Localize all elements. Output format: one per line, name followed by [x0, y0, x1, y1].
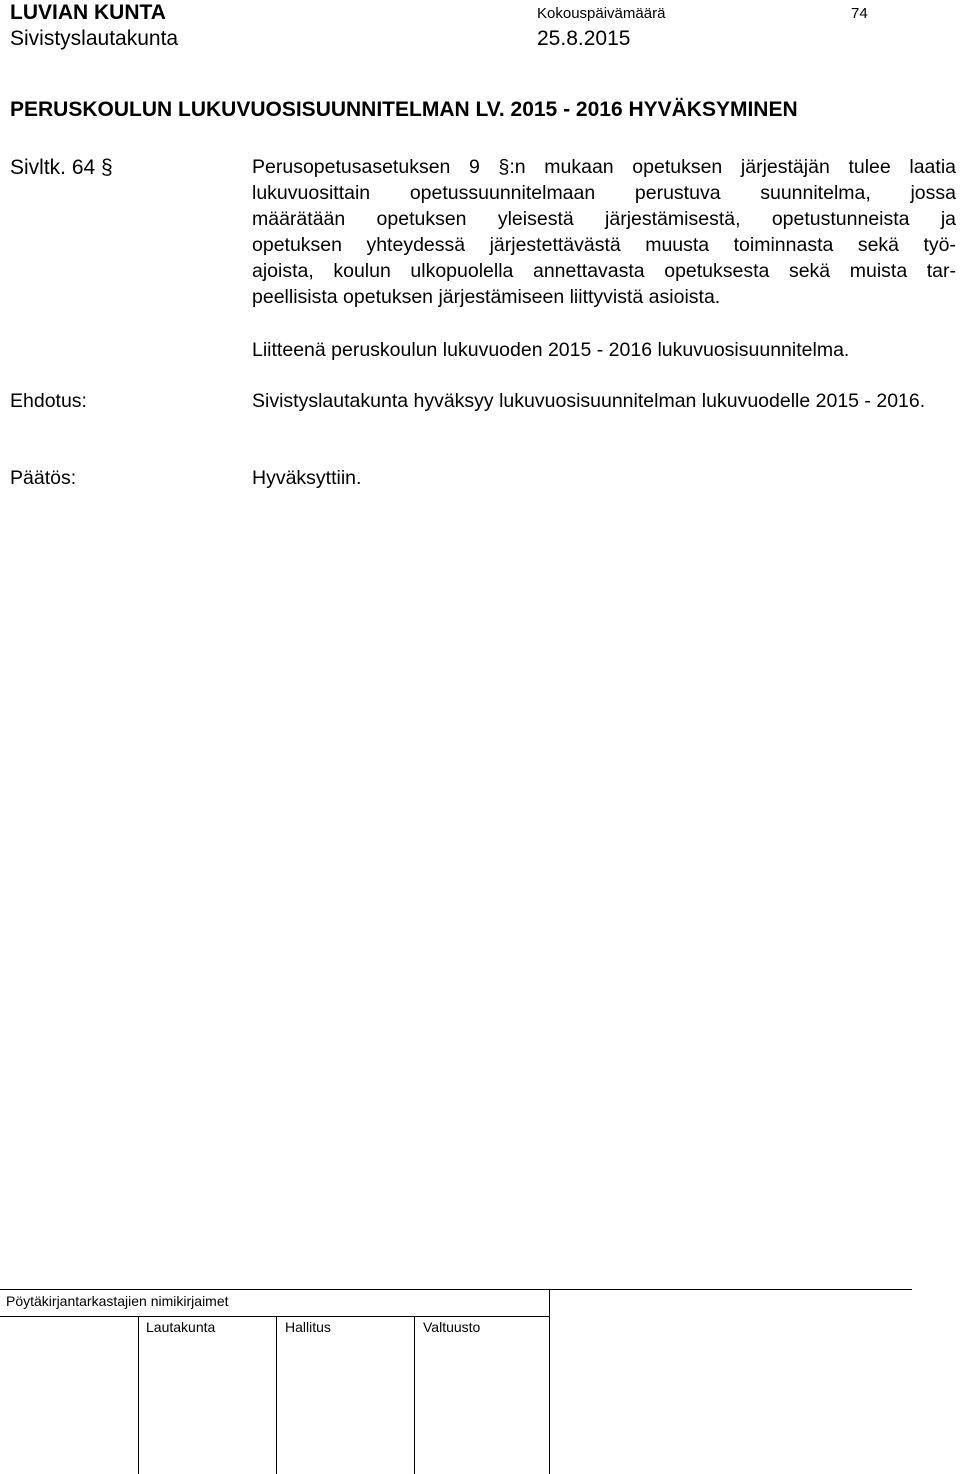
board-name: Sivistyslautakunta [10, 27, 179, 50]
meeting-date-label: Kokouspäivämäärä [537, 5, 666, 22]
divider [414, 1316, 415, 1474]
column-lautakunta: Lautakunta [146, 1319, 216, 1335]
organization-name: LUVIAN KUNTA [10, 1, 166, 24]
divider [549, 1316, 550, 1474]
signatures-label: Pöytäkirjantarkastajien nimikirjaimet [6, 1293, 229, 1309]
body-line: opetuksen yhteydessä järjestettävästä muusta toiminnasta sekä työ- [252, 234, 956, 256]
column-valtuusto: Valtuusto [423, 1319, 481, 1335]
divider [549, 1289, 550, 1316]
decision-text: Hyväksyttiin. [252, 467, 362, 489]
proposal-text: Sivistyslautakunta hyväksyy lukuvuosisuunnitelman lukuvuodelle 2015 - 2016. [252, 390, 926, 412]
divider [0, 1316, 549, 1317]
section-reference: Sivltk. 64 § [10, 156, 113, 179]
divider [276, 1316, 277, 1474]
column-hallitus: Hallitus [285, 1319, 331, 1335]
body-paragraph [252, 154, 956, 310]
body-line: ajoista, koulun ulkopuolella annettavasta opetuksesta sekä muista tar- [252, 260, 956, 282]
attachment-note: Liitteenä peruskoulun lukuvuoden 2015 - 2016 lukuvuosisuunnitelma. [252, 339, 850, 361]
proposal-label: Ehdotus: [10, 390, 87, 412]
body-line: Perusopetusasetuksen 9 §:n mukaan opetuksen järjestäjän tulee laatia [252, 156, 956, 178]
decision-label: Päätös: [10, 467, 77, 489]
divider [138, 1316, 139, 1474]
body-line: peellisista opetuksen järjestämiseen liittyvistä asioista. [252, 286, 721, 308]
body-line: lukuvuosittain opetussuunnitelmaan perustuva suunnitelma, jossa [252, 182, 956, 204]
page-number: 74 [851, 5, 868, 22]
divider [0, 1289, 912, 1290]
section-title: PERUSKOULUN LUKUVUOSISUUNNITELMAN LV. 2015 - 2016 HYVÄKSYMINEN [10, 98, 798, 121]
meeting-date: 25.8.2015 [537, 27, 631, 50]
body-line: määrätään opetuksen yleisestä järjestämisestä, opetustunneista ja [252, 208, 956, 230]
